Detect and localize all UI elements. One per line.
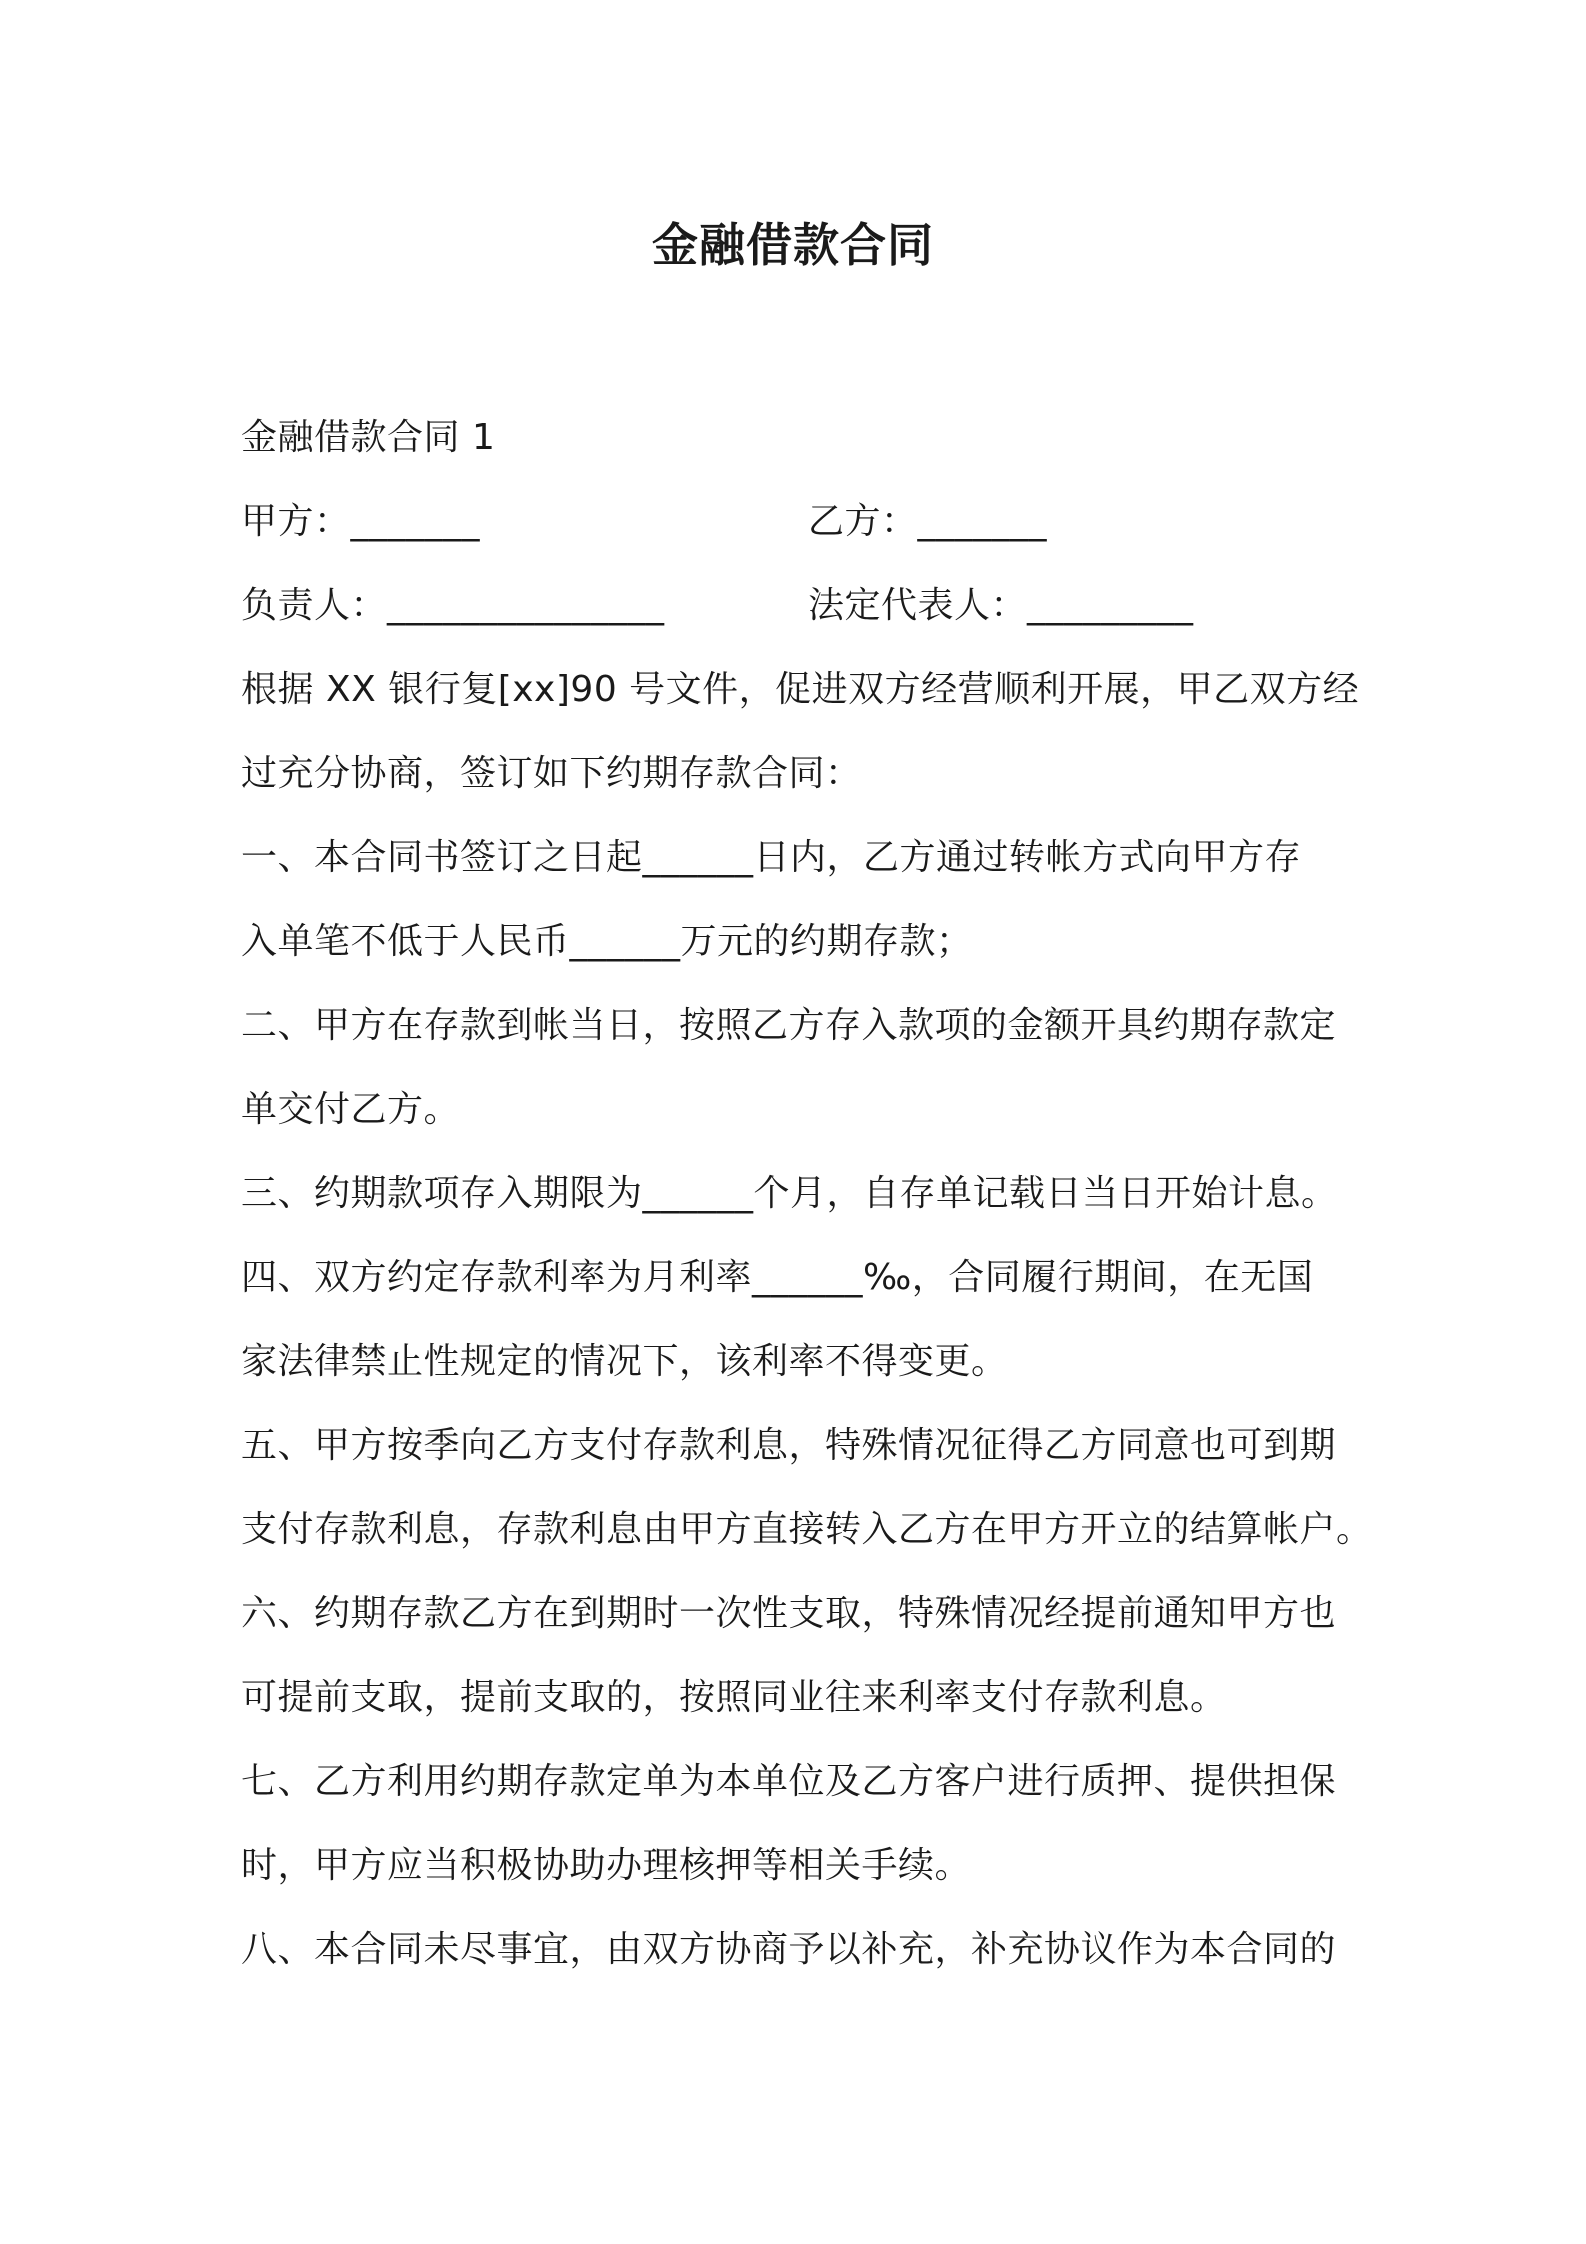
clause-1-line: 入单笔不低于人民币______万元的约期存款； bbox=[241, 921, 973, 962]
clause-7-line: 时，甲方应当积极协助办理核押等相关手续。 bbox=[241, 1845, 972, 1886]
party-b-field: 乙方：_______ bbox=[808, 501, 1048, 542]
body-line: 根据 XX 银行复[xx]90 号文件，促进双方经营顺利开展，甲乙双方经 bbox=[241, 669, 1360, 710]
clause-2-line: 二、甲方在存款到帐当日，按照乙方存入款项的金额开具约期存款定 bbox=[241, 1005, 1337, 1046]
clause-4-line: 家法律禁止性规定的情况下，该利率不得变更。 bbox=[241, 1341, 1008, 1382]
legal-representative-field: 法定代表人：_________ bbox=[808, 585, 1194, 626]
clause-6-line: 六、约期存款乙方在到期时一次性支取，特殊情况经提前通知甲方也 bbox=[241, 1593, 1337, 1634]
clause-2-line: 单交付乙方。 bbox=[241, 1089, 461, 1130]
document-title: 金融借款合同 bbox=[652, 218, 934, 272]
clause-1-line: 一、本合同书签订之日起______日内，乙方通过转帐方式向甲方存 bbox=[241, 837, 1302, 878]
clause-5-line: 五、甲方按季向乙方支付存款利息，特殊情况征得乙方同意也可到期 bbox=[241, 1425, 1337, 1466]
document-subtitle: 金融借款合同 1 bbox=[241, 417, 496, 458]
clause-8-line: 八、本合同未尽事宜，由双方协商予以补充，补充协议作为本合同的 bbox=[241, 1929, 1337, 1970]
responsible-person-field: 负责人：_______________ bbox=[241, 585, 665, 626]
clause-4-line: 四、双方约定存款利率为月利率______‰，合同履行期间，在无国 bbox=[241, 1257, 1314, 1298]
clause-3-line: 三、约期款项存入期限为______个月，自存单记载日当日开始计息。 bbox=[241, 1173, 1338, 1214]
clause-6-line: 可提前支取，提前支取的，按照同业往来利率支付存款利息。 bbox=[241, 1677, 1227, 1718]
party-a-field: 甲方：_______ bbox=[241, 501, 481, 542]
clause-5-line: 支付存款利息，存款利息由甲方直接转入乙方在甲方开立的结算帐户。 bbox=[241, 1509, 1373, 1550]
body-line: 过充分协商，签订如下约期存款合同： bbox=[241, 753, 862, 794]
clause-7-line: 七、乙方利用约期存款定单为本单位及乙方客户进行质押、提供担保 bbox=[241, 1761, 1337, 1802]
